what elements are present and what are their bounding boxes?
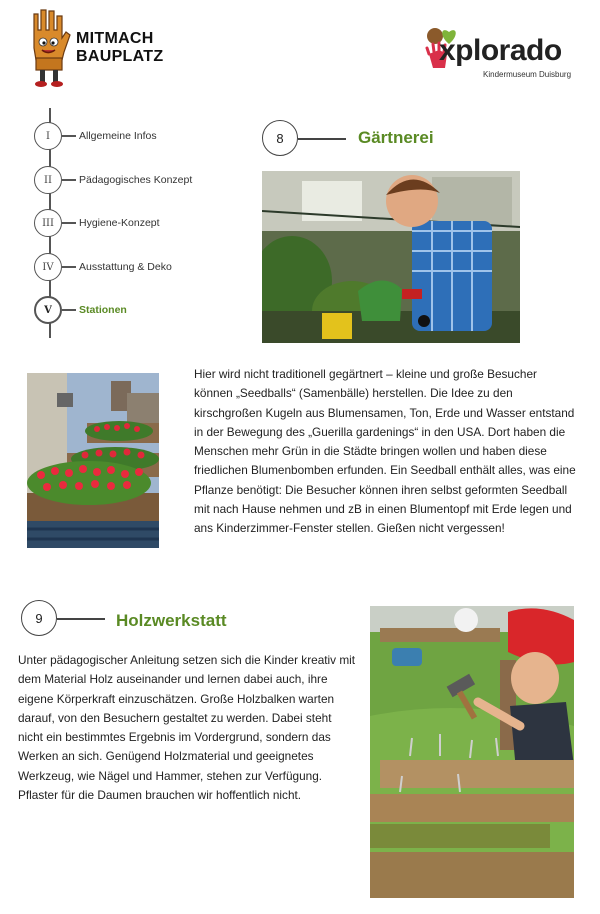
- nav-item-1[interactable]: [34, 122, 157, 150]
- nav-item-numeral: I: [34, 122, 62, 150]
- nav-item-label: Hygiene-Konzept: [79, 217, 160, 229]
- brand-mitmach-bauplatz: [76, 30, 163, 66]
- station-8-connector: [298, 138, 346, 140]
- nav-item-2[interactable]: [34, 166, 192, 194]
- station-8-number: 8: [262, 120, 298, 156]
- photo-gaertnerei: [262, 171, 520, 343]
- nav-item-connector: [62, 135, 76, 137]
- station-9-title: Holzwerkstatt: [116, 611, 227, 630]
- nav-item-5[interactable]: [34, 296, 127, 324]
- nav-item-label: Stationen: [79, 304, 127, 316]
- nav-item-4[interactable]: [34, 253, 172, 281]
- nav-item-connector: [62, 309, 76, 311]
- photo-holzwerkstatt: [370, 606, 574, 898]
- nav-item-label: Ausstattung & Deko: [79, 261, 172, 273]
- nav-item-connector: [62, 222, 76, 224]
- explorado-subtitle: Kindermuseum Duisburg: [483, 70, 572, 79]
- brand-line-2: BAUPLATZ: [76, 48, 164, 65]
- nav-item-numeral: III: [34, 209, 62, 237]
- station-9-text: Unter pädagogischer Anleitung setzen sich die Kinder kreativ mit dem Material Holz auseinander und lernen dabei auch, ihre eigene Körperkraft einzuschätzen. Große Holzbalken warten darauf, von den Besuchern gestaltet zu werden. Dabei steht nicht ein bestimmtes Ergebnis im Vordergrund, sondern das Werken an sich. Genügend Holzmaterial und geeignetes Werkzeug, wie Nägel und Hammer, stehen zur Verfügung. Pflaster für die Daumen brauchen wir hoffentlich nicht.: [18, 653, 356, 803]
- station-8-text: Hier wird nicht traditionell gegärtnert – kleine und große Besucher können „Seedballs“ (Samenbälle) herstellen. Die Idee zu den kirschgroßen Kugeln aus Blumensamen, Ton, Erde und Wasser entstand in der Bewegung des „Guerilla gardenings“ in den USA. Dort haben die Menschen mehr Grün in die Städte bringen wollen und haben diese friedlichen Blumenbomben erfunden. Ein Seedball enthält alles, was eine Pflanze benötigt: Die Besucher können ihren selbst geformten Seedball mit nach Hause nehmen und zB in einen Blumentopf mit Erde legen und ans Kinderzimmer-Fenster stellen. Gießen nicht vergessen!: [194, 367, 576, 536]
- brand-line-1: MITMACH: [76, 30, 154, 47]
- mascot-glove-logo: [28, 8, 72, 90]
- station-9-number: 9: [21, 600, 57, 636]
- station-9-connector: [57, 618, 105, 620]
- photo-blumenkasten: [27, 373, 159, 548]
- nav-item-numeral: II: [34, 166, 62, 194]
- nav-item-label: Pädagogisches Konzept: [79, 174, 193, 186]
- nav-item-3[interactable]: [34, 209, 160, 237]
- nav-item-numeral: V: [34, 296, 62, 324]
- nav-item-numeral: IV: [34, 253, 62, 281]
- explorado-logo: [425, 22, 590, 82]
- nav-item-connector: [62, 179, 76, 181]
- explorado-wordmark: xplorado: [439, 34, 562, 67]
- nav-item-connector: [62, 266, 76, 268]
- nav-item-label: Allgemeine Infos: [79, 130, 157, 142]
- station-8-title: Gärtnerei: [358, 128, 434, 147]
